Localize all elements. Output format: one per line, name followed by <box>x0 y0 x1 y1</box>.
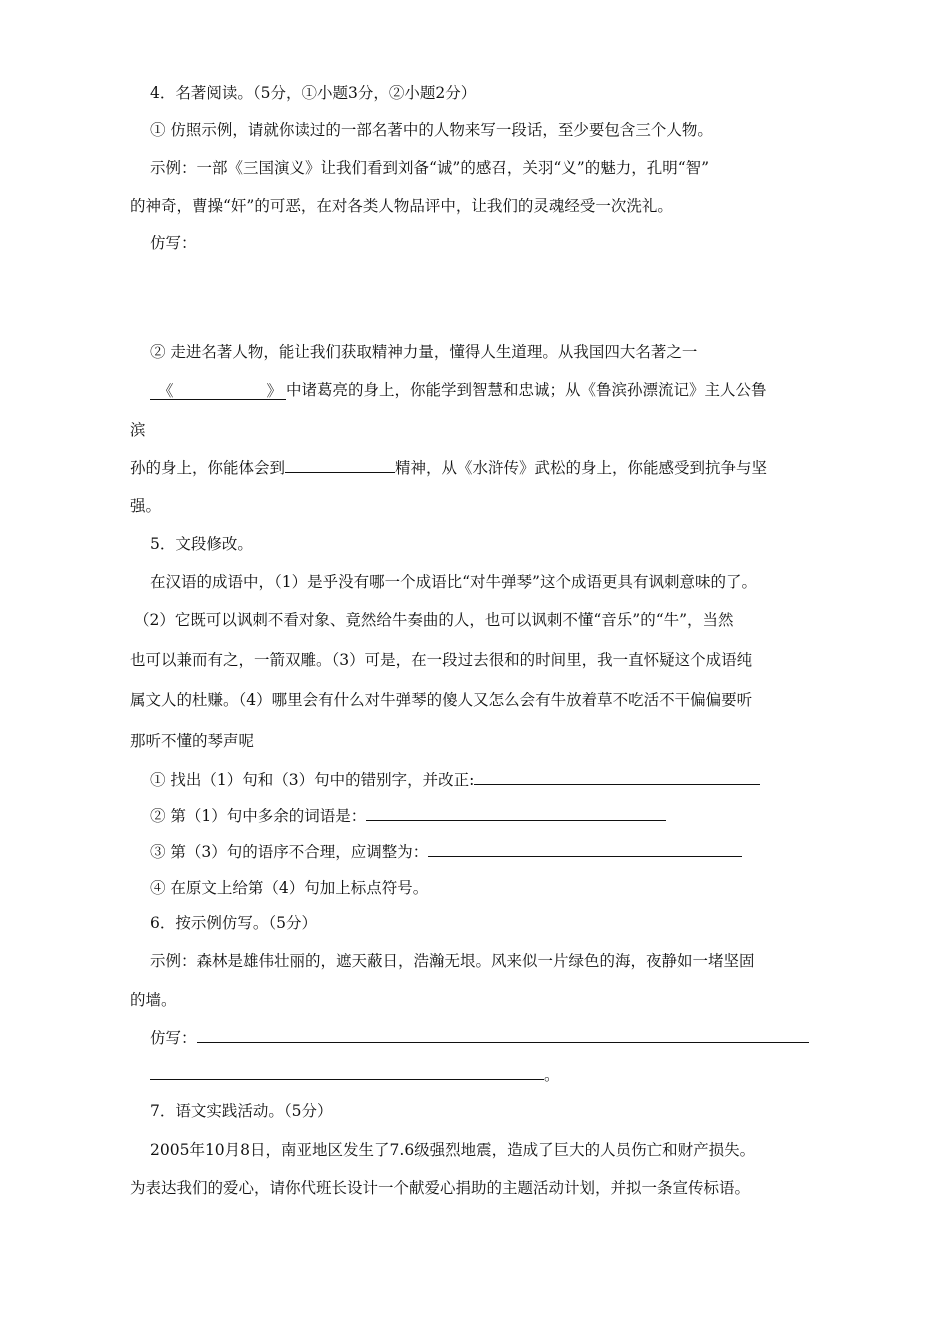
q5-text-line3: 也可以兼而有之，一箭双雕。（3）可是，在一段过去很和的时间里，我一直怀疑这个成语纯 <box>130 651 753 669</box>
close-bracket: 》 <box>266 382 282 400</box>
q4-part1-instruction: ① 仿照示例，请就你读过的一部名著中的人物来写一段话，至少要包含三个人物。 <box>150 121 713 139</box>
q4-part2-line3: 滨 <box>130 421 146 439</box>
q6-end-mark: 。 <box>544 1066 560 1084</box>
q4-imitate-label: 仿写： <box>150 234 197 252</box>
spirit-blank[interactable] <box>285 458 395 473</box>
q5-text-line2: （2）它既可以讽刺不看对象、竟然给牛奏曲的人，也可以讽刺不懂“音乐”的“牛”，当然 <box>134 611 734 629</box>
open-bracket: 《 <box>158 382 174 400</box>
q6-answer-line2 <box>150 1065 560 1085</box>
q6-title: 6．按示例仿写。（5分） <box>150 914 317 932</box>
q5-sub1-text: ① 找出（1）句和（3）句中的错别字，并改正: <box>150 771 475 789</box>
q5-sub1-blank[interactable] <box>474 770 760 785</box>
q5-title: 5．文段修改。 <box>150 535 253 553</box>
q7-text-line2: 为表达我们的爱心，请你代班长设计一个献爱心捐助的主题活动计划，并拟一条宣传标语。 <box>130 1179 751 1197</box>
q5-text-line5: 那听不懂的琴声呢 <box>130 732 255 750</box>
q4-part2-line4-b: 精神，从《水浒传》武松的身上，你能感受到抗争与坚 <box>395 459 768 477</box>
q5-sub4: ④ 在原文上给第（4）句加上标点符号。 <box>150 879 429 897</box>
q5-sub3 <box>150 842 742 862</box>
q5-sub1 <box>150 770 760 790</box>
q6-imitate <box>150 1028 809 1048</box>
q4-part2-line4 <box>130 458 767 478</box>
book-title-blank[interactable] <box>150 381 286 400</box>
q6-example-line1: 示例：森林是雄伟壮丽的，遮天蔽日，浩瀚无垠。风来似一片绿色的海，夜静如一堵坚固 <box>150 952 755 970</box>
q5-sub3-blank[interactable] <box>428 842 742 857</box>
q4-example-line2: 的神奇，曹操“奸”的可恶，在对各类人物品评中，让我们的灵魂经受一次洗礼。 <box>130 197 673 215</box>
q4-part2-line4-a: 孙的身上，你能体会到 <box>130 459 286 477</box>
q5-sub2-text: ② 第（1）句中多余的词语是： <box>150 807 367 825</box>
q6-answer-blank-1[interactable] <box>197 1028 809 1043</box>
q5-text-line1: 在汉语的成语中，（1）是乎没有哪一个成语比“对牛弹琴”这个成语更具有讽刺意味的了。 <box>150 573 757 591</box>
q6-imitate-label: 仿写： <box>150 1029 197 1047</box>
q5-sub2-blank[interactable] <box>366 806 666 821</box>
q4-part2-line2-text: 中诸葛亮的身上，你能学到智慧和忠诚；从《鲁滨孙漂流记》主人公鲁 <box>286 381 767 399</box>
q5-text-line4: 属文人的杜赚。（4）哪里会有什么对牛弹琴的傻人又怎么会有牛放着草不吃活不干偏偏要听 <box>130 691 753 709</box>
q4-part2-line2 <box>150 380 767 400</box>
q5-sub2 <box>150 806 666 826</box>
q5-sub3-text: ③ 第（3）句的语序不合理，应调整为： <box>150 843 429 861</box>
q4-part2-line1: ② 走进名著人物，能让我们获取精神力量，懂得人生道理。从我国四大名著之一 <box>150 343 698 361</box>
q4-example-line1: 示例：一部《三国演义》让我们看到刘备“诚”的感召，关羽“义”的魅力，孔明“智” <box>150 159 710 177</box>
q7-text-line1: 2005年10月8日，南亚地区发生了7.6级强烈地震，造成了巨大的人员伤亡和财产损失。 <box>150 1141 756 1159</box>
q4-title: 4．名著阅读。（5分，①小题3分，②小题2分） <box>150 84 477 102</box>
q7-title: 7．语文实践活动。（5分） <box>150 1102 333 1120</box>
q4-answer-area[interactable] <box>205 255 805 325</box>
q6-answer-blank-2[interactable] <box>150 1065 544 1080</box>
q6-example-line2: 的墙。 <box>130 991 177 1009</box>
q4-part2-line5: 强。 <box>130 497 162 515</box>
